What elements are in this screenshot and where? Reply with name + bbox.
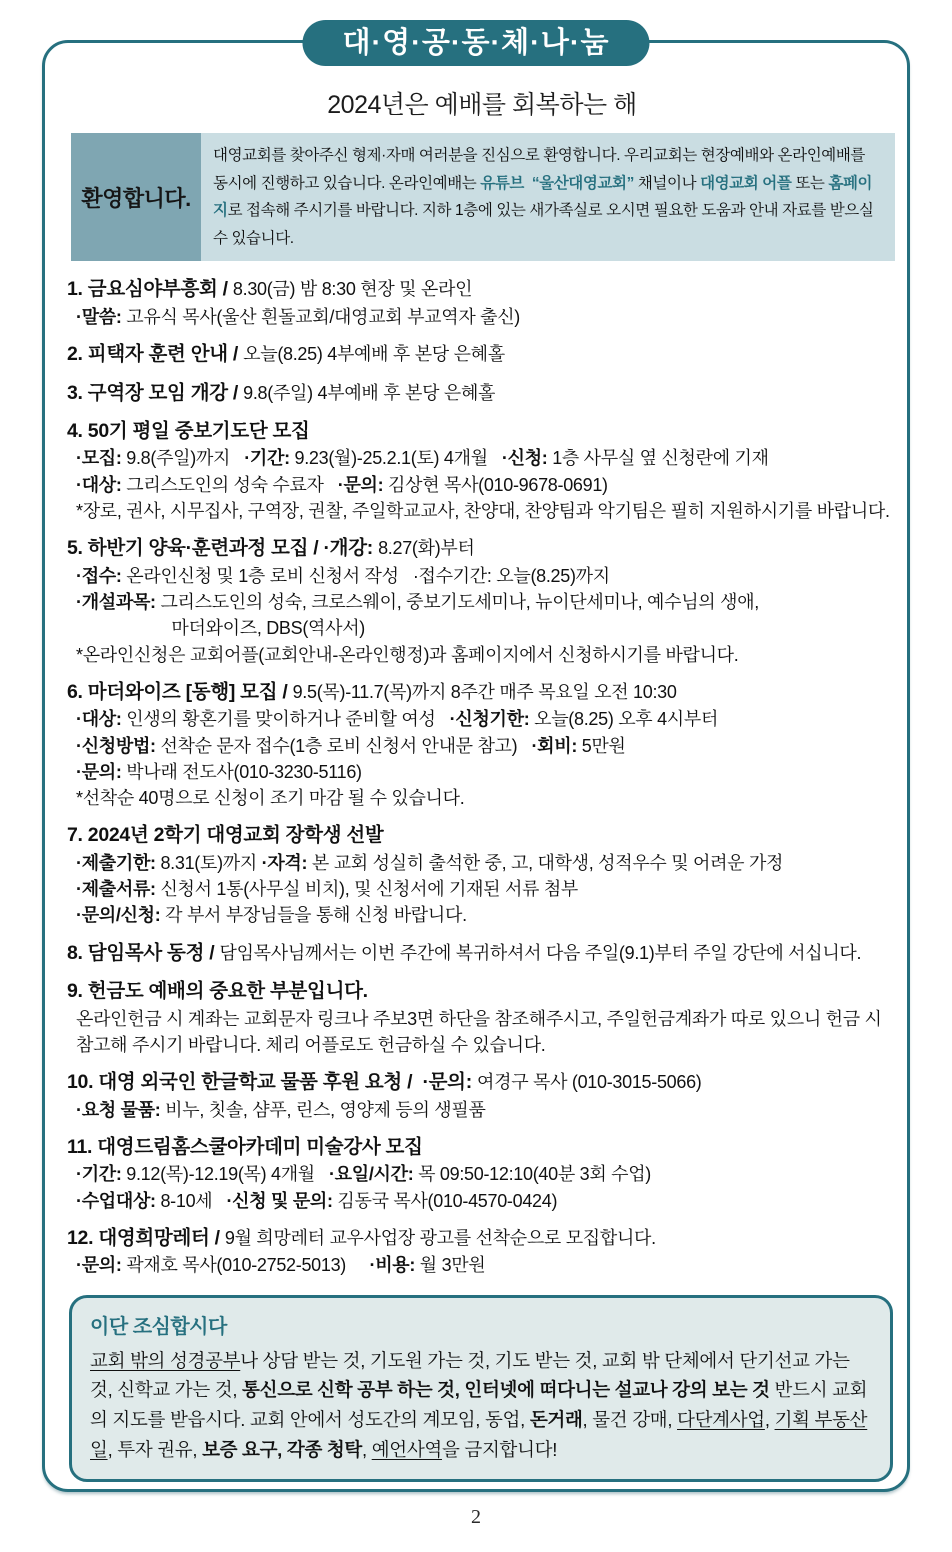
text-run: ·신청기한:	[449, 709, 535, 730]
text-run: 9. 헌금도 예배의 중요한 부분입니다.	[67, 980, 368, 1003]
welcome-banner	[71, 133, 895, 261]
announcement-list	[67, 275, 897, 1278]
text-run: 목 09:50-12:10(40분 3회 수업)	[418, 1164, 651, 1185]
text-run: ·비용:	[369, 1255, 420, 1276]
text-run: 1. 금요심야부흥회 /	[67, 278, 233, 301]
text-run: 신청서 1통(사무실 비치), 및 신청서에 기재된 서류 첨부	[160, 879, 579, 900]
announcement-line	[67, 785, 897, 811]
text-run: ·대상:	[76, 709, 127, 730]
text-run: 돈거래	[529, 1409, 583, 1431]
text-run: 9.8(주일)까지	[126, 448, 245, 469]
announcement-line	[67, 1097, 897, 1123]
text-run: 대영교회를 찾아주신 형제·자매 여러분을 진심으로 환영합니다. 우리교회는 현장예배와 온라인예배를 동시에 진행하고 있습니다. 온라인예배는	[213, 147, 869, 192]
text-run: 12. 대영희망레터 /	[67, 1226, 225, 1249]
announcement-line	[67, 563, 897, 589]
text-run: 담임목사님께서는 이번 주간에 복귀하셔서 다음 주일(9.1)부터 주일 강단에 서십니다.	[219, 942, 862, 963]
text-run: 2. 피택자 훈련 안내 /	[67, 343, 244, 366]
text-run: ·요청 물품:	[76, 1099, 166, 1120]
text-run: 9.12(목)-12.19(목) 4개월	[126, 1164, 329, 1185]
text-run: ,	[764, 1409, 775, 1431]
text-run: 10. 대영 외국인 한글학교 물품 후원 요청 /	[67, 1071, 423, 1094]
announcement-line	[67, 876, 897, 902]
text-run: ·문의:	[76, 1255, 127, 1276]
text-run: *온라인신청은 교회어플(교회안내-온라인행정)과 홈페이지에서 신청하시기를 바랍니다.	[76, 644, 739, 665]
welcome-text	[201, 133, 895, 261]
text-run: 예언사역	[371, 1439, 442, 1461]
text-run: 을 금지합니다!	[441, 1439, 558, 1461]
text-run: 8. 담임목사 동정 /	[67, 941, 220, 964]
text-run: 대영교회 어플	[700, 174, 792, 192]
announcement-heading	[67, 379, 897, 407]
text-run: ·기간:	[244, 448, 295, 469]
text-run: 9.5(목)-11.7(목)까지 8주간 매주 목요일 오전 10:30	[292, 681, 677, 702]
announcement-line	[67, 642, 897, 668]
text-run: 11. 대영드림홈스쿨아카데미 미술강사 모집	[67, 1135, 423, 1158]
text-run: 반드시 교회의 지도를 받읍시다. 교회 안에서 성도간의 계모임, 동업,	[90, 1379, 868, 1431]
text-run: 선착순 문자 접수(1층 로비 신청서 안내문 참고)	[160, 735, 532, 756]
announcement-line	[67, 1006, 897, 1059]
announcement-item	[67, 1133, 897, 1214]
announcement-heading	[67, 340, 897, 368]
text-run: ·제출기한:	[76, 852, 161, 873]
announcement-line	[67, 445, 897, 471]
text-run: 김동국 목사(010-4570-0424)	[337, 1190, 558, 1211]
page-subtitle: 2024년은 예배를 회복하는 해	[327, 91, 637, 119]
text-run: ·수업대상:	[76, 1190, 161, 1211]
text-run: 김상현 목사(010-9678-0691)	[388, 474, 608, 495]
text-run: 9.23(월)-25.2.1(토) 4개월	[294, 448, 502, 469]
text-run: 6. 마더와이즈 [동행] 모집 /	[67, 680, 293, 703]
announcement-item	[67, 821, 897, 928]
text-run: ·요일/시간:	[328, 1164, 419, 1185]
announcement-line	[67, 759, 897, 785]
announcement-line	[67, 850, 897, 876]
page-title-pill	[302, 20, 649, 66]
text-run: 보증 요구, 각종 청탁	[202, 1439, 362, 1461]
text-run: , 투자 권유,	[107, 1439, 203, 1461]
text-run: 5만원	[581, 735, 626, 756]
announcement-line	[67, 733, 897, 759]
text-run: 8.30(금) 밤 8:30 현장 및 온라인	[232, 279, 473, 300]
text-run: 그리스도인의 성숙, 크로스웨이, 중보기도세미나, 뉴이단세미나, 예수님의 생애,	[160, 591, 759, 612]
announcement-heading	[67, 417, 897, 445]
text-run: *장로, 권사, 시무집사, 구역장, 권찰, 주일학교교사, 찬양대, 찬양팀과 악기팀은 필히 지원하시기를 바랍니다.	[76, 500, 890, 521]
text-run: 각 부서 부장님들을 통해 신청 바랍니다.	[165, 905, 467, 926]
announcement-heading	[67, 977, 897, 1005]
text-run: ·신청 및 문의:	[226, 1190, 338, 1211]
announcement-item	[67, 939, 897, 967]
announcement-item	[67, 1224, 897, 1279]
text-run: 1층 사무실 옆 신청란에 기재	[552, 448, 769, 469]
page-title: 대·영·공·동·체·나·눔	[342, 27, 610, 59]
announcement-line	[67, 902, 897, 928]
text-run: 채널이나	[633, 174, 701, 192]
announcement-heading	[67, 1068, 897, 1096]
announcement-item	[67, 340, 897, 368]
text-run: 온라인신청 및 1층 로비 신청서 작성 ·접수기간: 오늘(8.25)까지	[126, 565, 610, 586]
text-run: ·모집:	[76, 448, 127, 469]
announcement-line	[67, 498, 897, 524]
text-run: 8.27(화)부터	[378, 538, 475, 559]
text-run: 곽재호 목사(010-2752-5013)	[126, 1255, 370, 1276]
text-run: 9.8(주일) 4부예배 후 본당 은혜홀	[243, 382, 496, 403]
warning-body	[90, 1346, 872, 1466]
text-run: ·개강:	[323, 537, 379, 560]
welcome-label: 환영합니다.	[71, 133, 201, 261]
text-run: ·제출서류:	[76, 879, 161, 900]
page-frame	[42, 27, 910, 1492]
text-run: 다단계사업	[677, 1409, 765, 1431]
text-run: 비누, 칫솔, 샴푸, 린스, 영양제 등의 생필품	[165, 1099, 486, 1120]
heresy-warning-box	[69, 1295, 893, 1483]
announcement-item	[67, 678, 897, 812]
text-run: 8.31(토)까지	[160, 852, 262, 873]
text-run: 4. 50기 평일 중보기도단 모집	[67, 419, 310, 442]
text-run: 오늘(8.25) 오후 4시부터	[534, 709, 719, 730]
text-run: 9월 희망레터 교우사업장 광고를 선착순으로 모집합니다.	[224, 1227, 656, 1248]
text-run: 통신으로 신학 공부 하는 것, 인터넷에 떠다니는 설교나 강의 보는 것	[242, 1379, 770, 1401]
text-run: ·접수:	[76, 565, 127, 586]
announcement-line	[67, 589, 897, 615]
text-run: 홈페이지	[213, 174, 873, 220]
announcement-item	[67, 1068, 897, 1123]
announcement-item	[67, 379, 897, 407]
announcement-heading	[67, 275, 897, 303]
text-run: ·개설과목:	[76, 591, 161, 612]
announcement-heading	[67, 534, 897, 562]
text-run: , 물건 강매,	[582, 1409, 678, 1431]
text-run: ·신청:	[501, 448, 553, 469]
text-run: 8-10세	[160, 1190, 227, 1211]
announcement-line	[67, 615, 897, 641]
announcement-heading	[67, 1133, 897, 1161]
text-run: *선착순 40명으로 신청이 조기 마감 될 수 있습니다.	[76, 788, 465, 809]
announcement-heading	[67, 1224, 897, 1252]
text-run: 3. 구역장 모임 개강 /	[67, 381, 244, 404]
warning-title: 이단 조심합시다	[90, 1315, 227, 1338]
text-run: 교회 밖의 성경공부	[90, 1349, 241, 1371]
text-run: ·기간:	[76, 1164, 127, 1185]
announcement-line	[67, 304, 897, 330]
text-run: ·자격:	[261, 852, 312, 873]
text-run: ·문의:	[422, 1071, 478, 1094]
text-run: 7. 2024년 2학기 대영교회 장학생 선발	[67, 824, 384, 847]
text-run: 박나래 전도사(010-3230-5116)	[126, 761, 362, 782]
text-run: 온라인헌금 시 계좌는 교회문자 링크나 주보3면 하단을 참조해주시고, 주일헌금계좌가 따로 있으니 헌금 시 참고해 주시기 바랍니다. 체리 어플로도 헌금하실 수 있습니다.	[76, 1008, 887, 1055]
text-run: ·문의:	[337, 474, 389, 495]
announcement-line	[67, 706, 897, 732]
text-run: ·회비:	[531, 735, 582, 756]
announcement-line	[67, 472, 897, 498]
text-run: ·대상:	[76, 474, 127, 495]
announcement-item	[67, 275, 897, 330]
text-run: 5. 하반기 양육·훈련과정 모집 /	[67, 537, 324, 560]
text-run: 유튜브 “울산대영교회”	[480, 174, 634, 192]
text-run: ·말씀:	[76, 306, 127, 327]
announcement-heading	[67, 939, 897, 967]
text-run: 그리스도인의 성숙 수료자	[126, 474, 338, 495]
text-run: ·문의/신청:	[76, 905, 166, 926]
text-run: 또는	[791, 174, 829, 192]
text-run: 나 상담 받는 것, 기도원 가는 것, 기도 받는 것, 교회 밖 단체에서 단기선교 가는 것, 신학교 가는 것,	[90, 1349, 855, 1401]
text-run: 본 교회 성실히 출석한 중, 고, 대학생, 성적우수 및 어려운 가정	[311, 852, 784, 873]
text-run: 여경구 목사 (010-3015-5066)	[477, 1072, 702, 1093]
text-run: 기획 부동산일	[90, 1409, 868, 1461]
text-run: 고유식 목사(울산 흰돌교회/대영교회 부교역자 출신)	[126, 306, 521, 327]
announcement-line	[67, 1188, 897, 1214]
announcement-item	[67, 417, 897, 524]
text-run: 월 3만원	[419, 1255, 486, 1276]
text-run: 오늘(8.25) 4부예배 후 본당 은혜홀	[243, 344, 505, 365]
announcement-item	[67, 534, 897, 668]
text-run: ·신청방법:	[76, 735, 161, 756]
text-run: 마더와이즈, DBS(역사서)	[171, 618, 365, 639]
text-run: 로 접속해 주시기를 바랍니다. 지하 1층에 있는 새가족실로 오시면 필요한 도움과 안내 자료를 받으실 수 있습니다.	[213, 202, 878, 247]
announcement-heading	[67, 821, 897, 849]
text-run: ·문의:	[76, 761, 127, 782]
announcement-heading	[67, 678, 897, 706]
text-run: ,	[362, 1439, 372, 1461]
announcement-line	[67, 1161, 897, 1187]
announcement-line	[67, 1252, 897, 1278]
text-run: 인생의 황혼기를 맞이하거나 준비할 여성	[126, 709, 450, 730]
page-number: 2	[471, 1506, 481, 1528]
announcement-item	[67, 977, 897, 1058]
